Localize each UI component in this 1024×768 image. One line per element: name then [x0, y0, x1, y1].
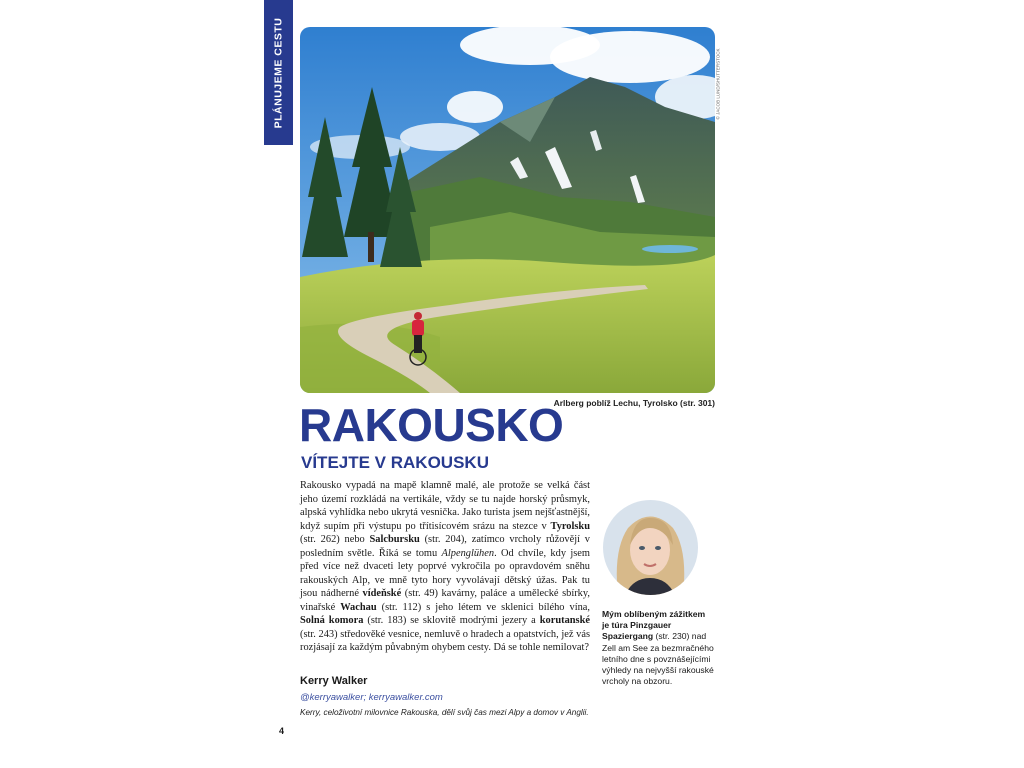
body-italic: Alpenglühen [441, 547, 495, 559]
favorite-experience-lead: Mým oblíbeným zážitkem je túra Pinzgauer Spaziergang [602, 609, 706, 642]
author-portrait [603, 500, 698, 595]
body-emphasis: vídeňské [362, 588, 402, 599]
body-emphasis: Wachau [340, 601, 377, 613]
page-subtitle: VÍTEJTE V RAKOUSKU [301, 453, 489, 472]
body-run: Rakousko vypadá na mapě klamně malé, ale protože se velká část jeho území rozkládá na vertikále, vždy se tu najde horský průsmyk, alpská vyhlídka nebo ukrytá vesnička. Jako turista jsem nejšťastnější, když supím při výstupu po třítisícovém srázu na stezce v [300, 480, 590, 532]
body-emphasis: Solná komora [300, 615, 364, 626]
author-bio: Kerry, celoživotní milovnice Rakouska, dělí svůj čas mezi Alpy a domov v Anglii. [300, 708, 589, 717]
portrait-image [603, 500, 698, 595]
author-name: Kerry Walker [300, 675, 368, 687]
body-emphasis: Tyrolsku [550, 520, 590, 532]
mountain-landscape-image [300, 27, 715, 393]
article-body [300, 479, 590, 655]
page-title: RAKOUSKO [299, 399, 564, 451]
page-number: 4 [279, 726, 285, 736]
body-run: (str. 204), zatímco vrcholy růžovějí v posledním světle. Říká se tomu [300, 534, 590, 559]
favorite-experience [602, 609, 714, 687]
photo-credit: © JACOB LUND/SHUTTERSTOCK [715, 48, 721, 120]
body-run: (str. 243) středověké vesnice, nemluvě o hradech a opatstvích, jež vás rozjásají za každým půvabným ohybem cesty. Dá se tohle nemilovat? [300, 628, 590, 653]
author-links: @kerryawalker; kerryawalker.com [300, 692, 443, 703]
body-run: (str. 262) nebo [300, 534, 370, 545]
favorite-experience-rest: (str. 230) nad Zell am See za bezmračného letního dne s povznášejícími výhledy na nejvyšší rakouské vrcholy na obzoru. [602, 631, 714, 687]
body-emphasis: Salcbursku [369, 534, 420, 545]
section-tab [264, 0, 293, 145]
section-tab-label: PLÁNUJEME CESTU [272, 17, 285, 128]
body-run: . Od chvíle, kdy jsem před více než dvaceti lety poprvé vykročila po opravdovém sněhu rakouských Alp, ve mně tyto hory vyvolávají dětský úžas. Pak tu jsou nádherné [300, 547, 590, 599]
hero-photo [300, 27, 715, 393]
photo-caption: Arlberg poblíž Lechu, Tyrolsko (str. 301) [553, 398, 715, 408]
body-run: (str. 49) kavárny, paláce a umělecké sbírky, vinařské [300, 588, 590, 613]
body-emphasis: korutanské [539, 615, 590, 626]
body-run: (str. 183) se sklovitě modrými jezery a [363, 615, 540, 626]
body-run: (str. 112) s jeho létem ve sklenici bílého vína, [376, 601, 590, 613]
